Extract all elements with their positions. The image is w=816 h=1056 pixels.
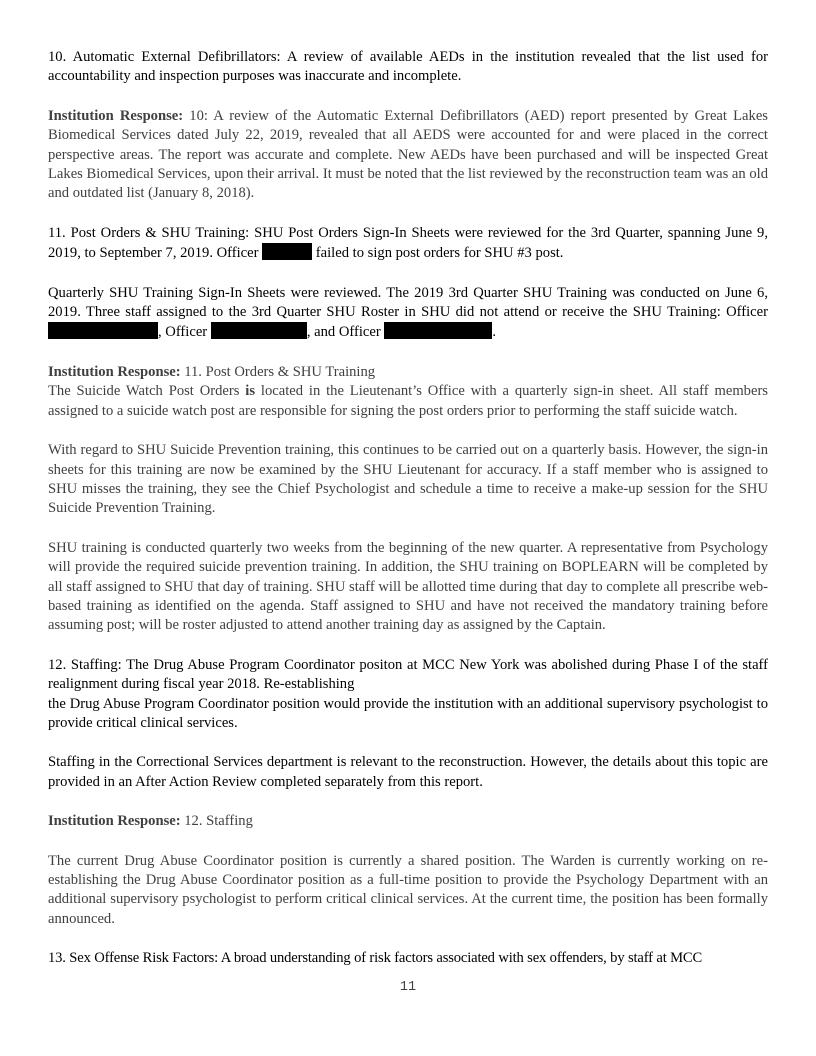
page-number: 11 xyxy=(399,980,417,995)
response-label: Institution Response: xyxy=(48,363,181,380)
response-label: Institution Response: xyxy=(48,813,181,830)
response-10 xyxy=(48,107,768,204)
finding-11-training xyxy=(48,284,768,343)
finding-13: 13. Sex Offense Risk Factors: A broad understanding of risk factors associated with sex offenders, by staff at MCC xyxy=(48,950,703,967)
response-11-p3: SHU training is conducted quarterly two weeks from the beginning of the new quarter. A representative from Psychology will provide the required suicide prevention training. In addition, the SHU training on BOPLEARN will be completed by all staff assigned to SHU that day of training. SHU staff will be allotted time during that day to complete all prescribe web-based training as identified on the agenda. Staff assigned to SHU and have not received the mandatory training before assuming post; will be roster adjusted to attend another training day as assigned by the Captain. xyxy=(48,539,768,634)
redaction-box xyxy=(211,322,307,339)
response-11-p1-bold: is xyxy=(245,383,256,400)
response-11-title: 11. Post Orders & SHU Training xyxy=(180,363,376,380)
redaction-box xyxy=(48,322,158,339)
response-12-text: The current Drug Abuse Coordinator position is currently a shared position. The Warden is currently working on re-establishing the Drug Abuse Coordinator position as a full-time position to provide the Psychology Department with an additional supervisory psychologist to perform critical clinical services. At the current time, the position has been formally announced. xyxy=(48,852,768,927)
response-12-heading xyxy=(48,812,768,831)
redaction-box xyxy=(262,243,312,260)
finding-12-line1: 12. Staffing: The Drug Abuse Program Coordinator positon at MCC New York was abolished during Phase I of the staff realignment during fiscal year 2018. Re-establishing xyxy=(48,656,768,693)
finding-12-p2: Staffing in the Correctional Services department is relevant to the reconstruction. However, the details about this topic are provided in an After Action Review completed separately from this report. xyxy=(48,754,768,790)
finding-11-text-a: 11. Post Orders & SHU Training: SHU Post Orders Sign-In Sheets were reviewed for the 3rd Quarter, spanning June 9, 2019, to September 7, 2019. Officer xyxy=(48,224,768,262)
training-text-b: , Officer xyxy=(158,324,211,341)
finding-11-text-b: failed to sign post orders for SHU #3 post. xyxy=(312,245,564,262)
response-12-title: 12. Staffing xyxy=(180,813,253,830)
finding-12-line2: the Drug Abuse Program Coordinator position would provide the institution with an additional supervisory psychologist to provide critical clinical services. xyxy=(48,695,768,731)
finding-11 xyxy=(48,224,768,264)
finding-10: 10. Automatic External Defibrillators: A review of available AEDs in the institution revealed that the list used for accountability and inspection purposes was inaccurate and incomplete. xyxy=(48,49,768,85)
redaction-box xyxy=(384,322,492,339)
response-11-heading xyxy=(48,363,768,382)
response-11-p1-a: The Suicide Watch Post Orders xyxy=(48,383,246,400)
training-text-c: , and Officer xyxy=(306,324,385,341)
response-11-p1 xyxy=(48,382,768,421)
response-11-p2: With regard to SHU Suicide Prevention training, this continues to be carried out on a quarterly basis. However, the sign-in sheets for this training are now be examined by the SHU Lieutenant for accuracy. If a staff member who is assigned to SHU misses the training, they see the Chief Psychologist and schedule a time to receive a make-up session for the SHU Suicide Prevention Training. xyxy=(48,442,768,517)
document-page xyxy=(48,48,768,969)
response-10-text: 10: A review of the Automatic External Defibrillators (AED) report presented by Great Lakes Biomedical Services dated July 22, 2019, revealed that all AEDS were accounted for and were placed in the correct perspective areas. The report was accurate and complete. New AEDs have been purchased and will be inspected Great Lakes Biomedical Services, upon their arrival. It must be noted that the list reviewed by the reconstruction team was an old and outdated list (January 8, 2018). xyxy=(48,107,768,202)
response-11-p1-b: located in the Lieutenant’s Office with a quarterly sign-in sheet. All staff members assigned to a suicide watch post are responsible for signing the post orders prior to performing the staff suicide watch. xyxy=(48,383,768,419)
training-text-d: . xyxy=(492,324,496,341)
training-text-a: Quarterly SHU Training Sign-In Sheets were reviewed. The 2019 3rd Quarter SHU Training was conducted on June 6, 2019. Three staff assigned to the 3rd Quarter SHU Roster in SHU did not attend or receive the SHU Training: Officer xyxy=(48,284,768,321)
response-label: Institution Response: xyxy=(48,107,184,124)
